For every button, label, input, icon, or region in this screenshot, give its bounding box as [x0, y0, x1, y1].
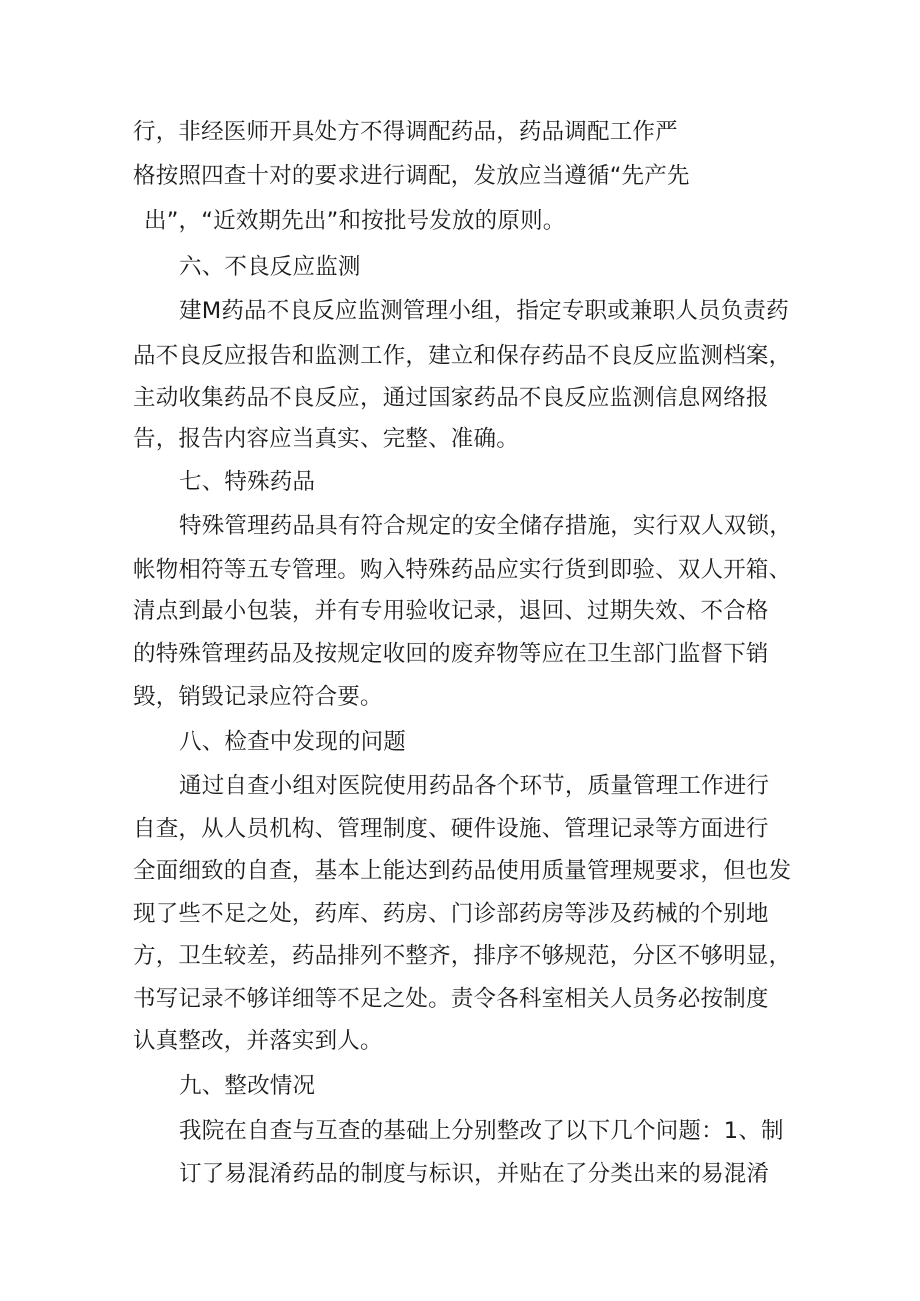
section-heading-6: 六、不良反应监测	[179, 254, 361, 280]
text-line-6: 品不良反应报告和监测工作，建立和保存药品不良反应监测档案，	[133, 343, 792, 369]
text-line-16: 通过自查小组对医院使用药品各个环节，质量管理工作进行	[179, 773, 770, 799]
text-line-22: 认真整改，并落实到人。	[133, 1028, 383, 1054]
text-line-17: 自查，从人员机构、管理制度、硬件设施、管理记录等方面进行	[133, 816, 769, 842]
text-line-2: 格按照四查十对的要求进行调配，发放应当遵循“先产先	[133, 163, 690, 189]
text-line-12: 清点到最小包装，并有专用验收记录，退回、过期失效、不合格	[133, 598, 769, 624]
text-line-21: 书写记录不够详细等不足之处。责令各科室相关人员务必按制度	[133, 986, 769, 1012]
text-line-24: 我院在自查与互查的基础上分别整改了以下几个问题：1、制	[179, 1118, 784, 1144]
text-line-11: 帐物相符等五专管理。购入特殊药品应实行货到即验、双人开箱、	[133, 557, 792, 583]
text-line-7: 主动收集药品不良反应，通过国家药品不良反应监测信息网络报	[133, 385, 769, 411]
text-line-3: 出”，“近效期先出”和按批号发放的原则。	[144, 208, 566, 234]
text-line-1: 行，非经医师开具处方不得调配药品，药品调配工作严	[133, 119, 678, 145]
text-line-20: 方，卫生较差，药品排列不整齐，排序不够规范，分区不够明显，	[133, 943, 792, 969]
text-line-10: 特殊管理药品具有符合规定的安全储存措施，实行双人双锁，	[179, 513, 792, 539]
text-line-19: 现了些不足之处，药库、药房、门诊部药房等涉及药械的个别地	[133, 901, 769, 927]
text-line-18: 全面细致的自查，基本上能达到药品使用质量管理规要求，但也发	[133, 858, 792, 884]
text-line-8: 告，报告内容应当真实、完整、准确。	[133, 426, 519, 452]
text-line-13: 的特殊管理药品及按规定收回的废弃物等应在卫生部门监督下销	[133, 641, 769, 667]
text-line-25: 订了易混淆药品的制度与标识，并贴在了分类出来的易混淆	[179, 1161, 770, 1187]
section-heading-7: 七、特殊药品	[179, 469, 316, 495]
section-heading-9: 九、整改情况	[179, 1073, 316, 1099]
text-line-14: 毁，销毁记录应符合要。	[133, 684, 383, 710]
text-line-5: 建M药品不良反应监测管理小组，指定专职或兼职人员负责药	[179, 298, 789, 324]
section-heading-8: 八、检查中发现的问题	[179, 729, 407, 755]
